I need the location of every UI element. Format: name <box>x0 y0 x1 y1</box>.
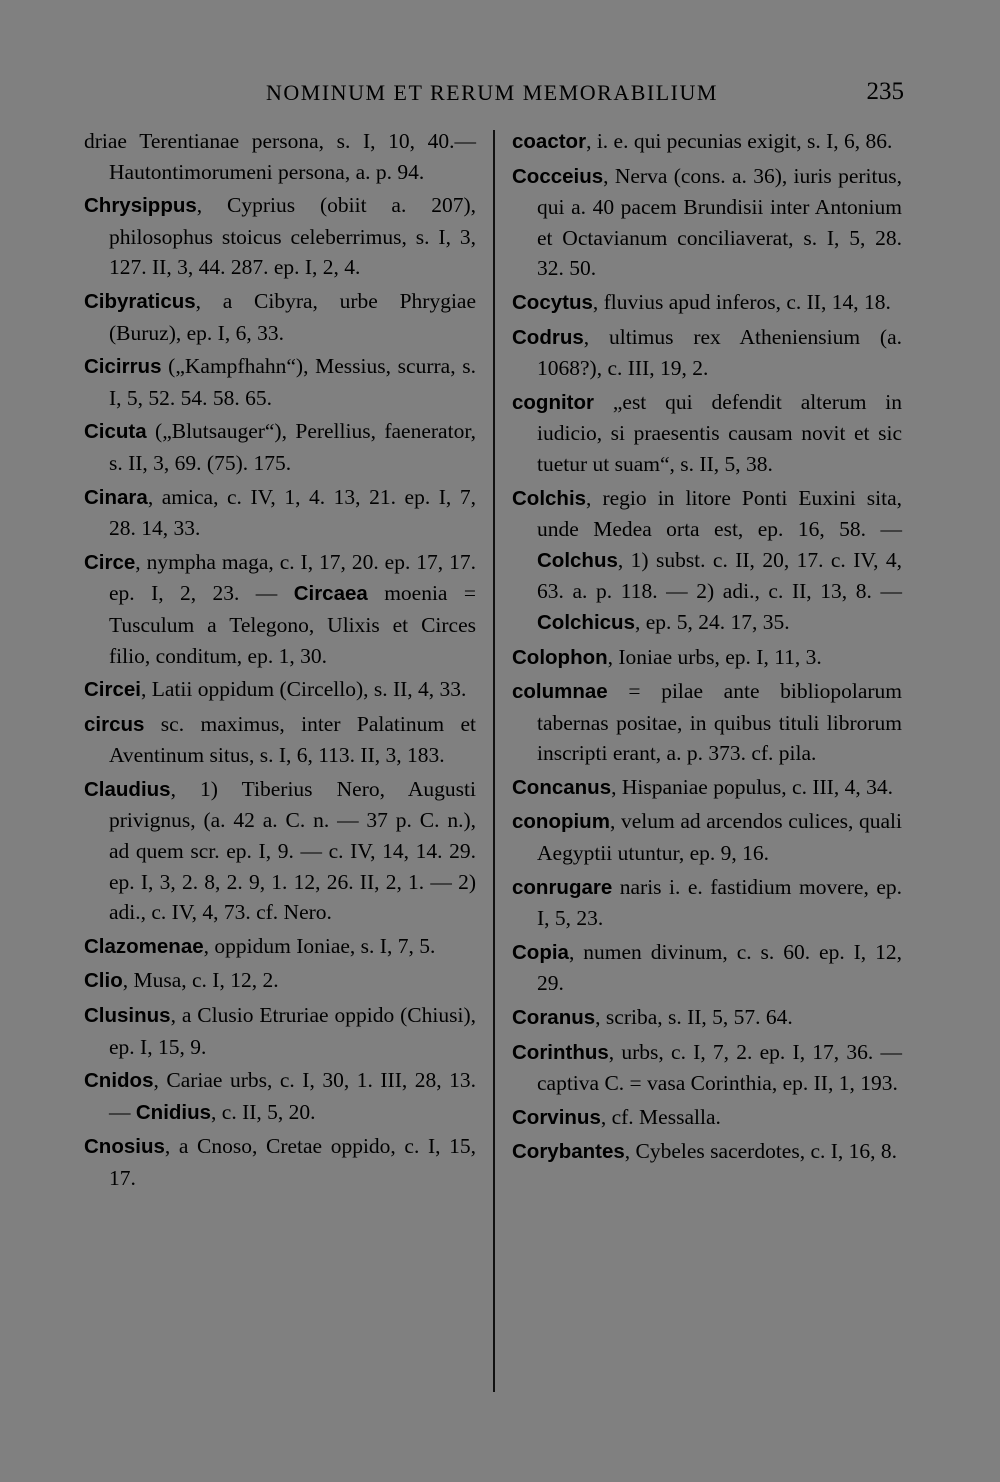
index-entry <box>512 126 902 158</box>
headword: Cicirrus <box>84 355 162 379</box>
index-entry <box>512 483 902 639</box>
index-entry <box>84 1065 476 1128</box>
index-entry <box>84 286 476 348</box>
headword: Circei <box>84 678 141 702</box>
index-entry <box>512 1037 902 1099</box>
entry-text: , oppidum Ioniae, s. I, 7, 5. <box>203 933 436 958</box>
headword: Claudius <box>84 777 171 801</box>
entry-text: , Cybeles sacerdotes, c. I, 16, 8. <box>624 1139 898 1164</box>
entry-text: („Blutsauger“), Perellius, faenerator, s. II, 3, 69. (75). 175. <box>109 419 476 475</box>
index-entry <box>84 482 476 544</box>
headword: Colchus <box>537 548 618 572</box>
headword: Clusinus <box>84 1004 171 1028</box>
index-entry <box>512 1136 902 1168</box>
headword: Colophon <box>512 645 608 669</box>
entry-text: , fluvius apud inferos, c. II, 14, 18. <box>592 289 891 314</box>
index-entry <box>512 676 902 769</box>
headword: Circaea <box>293 582 368 606</box>
headword: Chrysippus <box>84 194 197 218</box>
headword: Colchis <box>512 486 587 510</box>
entry-text: , i. e. qui pecunias exigit, s. I, 6, 86. <box>586 129 893 153</box>
entry-text: , ultimus rex Atheniensium (a. 1068?), c. III, 19, 2. <box>537 324 902 381</box>
index-entry <box>512 1102 902 1134</box>
index-entry <box>84 674 476 706</box>
entry-text: („Kampfhahn“), Messius, scurra, s. I, 5, 52. 54. 58. 65. <box>109 354 476 410</box>
entry-text: , a Cnoso, Cretae oppido, c. I, 15, 17. <box>109 1134 476 1190</box>
headword: Copia <box>512 940 569 964</box>
headword: Clazomenae <box>84 934 204 958</box>
index-entry <box>84 965 476 997</box>
entry-text: , a Clusio Etruriae oppido (Chiusi), ep. I, 15, 9. <box>109 1003 476 1059</box>
headword: conopium <box>512 810 610 834</box>
entry-text: sc. maximus, inter Palatinum et Aventinum situs, s. I, 6, 113. II, 3, 183. <box>109 711 476 768</box>
headword: cognitor <box>512 390 594 414</box>
entry-text: , velum ad arcendos culices, quali Aegyptii utuntur, ep. 9, 16. <box>537 809 902 866</box>
entry-text: , Cariae urbs, c. I, 30, 1. III, 28, 13. — <box>109 1068 476 1124</box>
headword: Coranus <box>512 1006 596 1030</box>
entry-text: moenia = Tusculum a Telegono, Ulixis et Circes filio, conditum, ep. 1, 30. <box>109 581 476 668</box>
index-entry <box>84 547 476 671</box>
entry-text: „est qui defendit alterum in iudicio, si praesentis causam novit et sic tuetur ut suam“, s. II, 5, 38. <box>537 389 902 476</box>
entry-text: , cf. Messalla. <box>600 1104 721 1129</box>
headword: Cinara <box>84 485 148 509</box>
index-entry <box>84 709 476 771</box>
index-entry <box>512 642 902 674</box>
headword: Cnidius <box>135 1100 212 1124</box>
index-entry <box>84 416 476 478</box>
index-entry <box>512 937 902 999</box>
index-entry <box>512 161 902 284</box>
index-entry <box>84 1131 476 1193</box>
index-entry <box>512 287 902 319</box>
entry-text: driae Terentianae persona, s. I, 10, 40.— Hautontimorumeni persona, a. p. 94. <box>84 129 476 184</box>
entry-text: , urbs, c. I, 7, 2. ep. I, 17, 36. — captiva C. = vasa Corinthia, ep. II, 1, 193. <box>537 1039 902 1096</box>
index-entry <box>512 1002 902 1034</box>
index-entry <box>512 772 902 804</box>
headword: Circe <box>84 550 136 574</box>
entry-text: , 1) Tiberius Nero, Augusti privignus, (a. 42 a. C. n. — 37 p. C. n.), ad quem scr. ep. I, 9. — c. IV, 14, 14. 29. ep. I, 3, 2. 8, 2. 9, 1. 12, 26. II, 2, 1. — 2) adi., c. IV, 4, 73. cf. Nero. <box>109 776 476 925</box>
index-entry <box>84 1000 476 1062</box>
headword: circus <box>84 712 145 736</box>
headword: Concanus <box>512 775 612 799</box>
page-number: 235 <box>866 78 904 105</box>
index-entry <box>512 806 902 868</box>
entry-text: , Musa, c. I, 12, 2. <box>122 968 279 993</box>
entry-text: , a Cibyra, urbe Phrygiae (Buruz), ep. I, 6, 33. <box>109 288 476 345</box>
headword: Cocytus <box>512 290 593 314</box>
entry-text: , c. II, 5, 20. <box>211 1099 316 1124</box>
index-entry <box>512 872 902 934</box>
index-entry <box>84 126 476 187</box>
entry-text: , ep. 5, 24. 17, 35. <box>634 609 790 634</box>
index-entry <box>84 931 476 963</box>
entry-text: = pilae ante bibliopolarum tabernas positae, in quibus tituli librorum inscripti erant, a. p. 373. cf. pila. <box>537 679 902 766</box>
running-head <box>80 80 904 114</box>
left-column <box>84 126 476 1197</box>
headword: Corybantes <box>512 1140 625 1164</box>
headword: conrugare <box>512 875 613 899</box>
headword: columnae <box>512 680 608 704</box>
index-entry <box>512 322 902 384</box>
running-title: NOMINUM ET RERUM MEMORABILIUM <box>266 80 718 105</box>
index-entry <box>84 774 476 928</box>
entry-text: , numen divinum, c. s. 60. ep. I, 12, 29. <box>537 939 902 996</box>
headword: Corvinus <box>512 1105 601 1129</box>
index-entry <box>84 351 476 413</box>
headword: Cnidos <box>84 1069 154 1093</box>
entry-text: , Latii oppidum (Circello), s. II, 4, 33. <box>140 677 467 702</box>
headword: Clio <box>84 969 123 993</box>
entry-text: , Nerva (cons. a. 36), iuris peritus, qui a. 40 pacem Brundisii inter Antonium et Octavianum conciliaverat, s. I, 5, 28. 32. 50. <box>537 163 902 281</box>
index-entry <box>512 387 902 480</box>
headword: Cibyraticus <box>84 289 196 313</box>
headword: Corinthus <box>512 1040 609 1064</box>
entry-text: naris i. e. fastidium movere, ep. I, 5, 23. <box>537 874 902 931</box>
headword: Colchicus <box>537 610 635 634</box>
entry-text: , nympha maga, c. I, 17, 20. ep. 17, 17. ep. I, 2, 23. — <box>109 549 476 606</box>
headword: Cnosius <box>84 1135 165 1159</box>
entry-text: , amica, c. IV, 1, 4. 13, 21. ep. I, 7, 28. 14, 33. <box>109 484 476 541</box>
entry-text: , scriba, s. II, 5, 57. 64. <box>595 1005 793 1030</box>
right-column <box>512 126 902 1171</box>
entry-text: , 1) subst. c. II, 20, 17. c. IV, 4, 63. a. p. 118. — 2) adi., c. II, 13, 8. — <box>537 547 902 604</box>
headword: Cicuta <box>84 420 147 444</box>
entry-text: , Ioniae urbs, ep. I, 11, 3. <box>607 644 822 669</box>
index-entry <box>84 190 476 283</box>
column-divider <box>493 130 495 1392</box>
entry-text: , Cyprius (obiit a. 207), philosophus stoicus celeberrimus, s. I, 3, 127. II, 3, 44. 287. ep. I, 2, 4. <box>109 193 476 280</box>
headword: Cocceius <box>512 164 604 188</box>
headword: Codrus <box>512 325 584 349</box>
entry-text: , regio in litore Ponti Euxini sita, unde Medea orta est, ep. 16, 58. — <box>537 485 902 542</box>
entry-text: , Hispaniae populus, c. III, 4, 34. <box>611 774 893 799</box>
headword: coactor <box>512 130 587 153</box>
